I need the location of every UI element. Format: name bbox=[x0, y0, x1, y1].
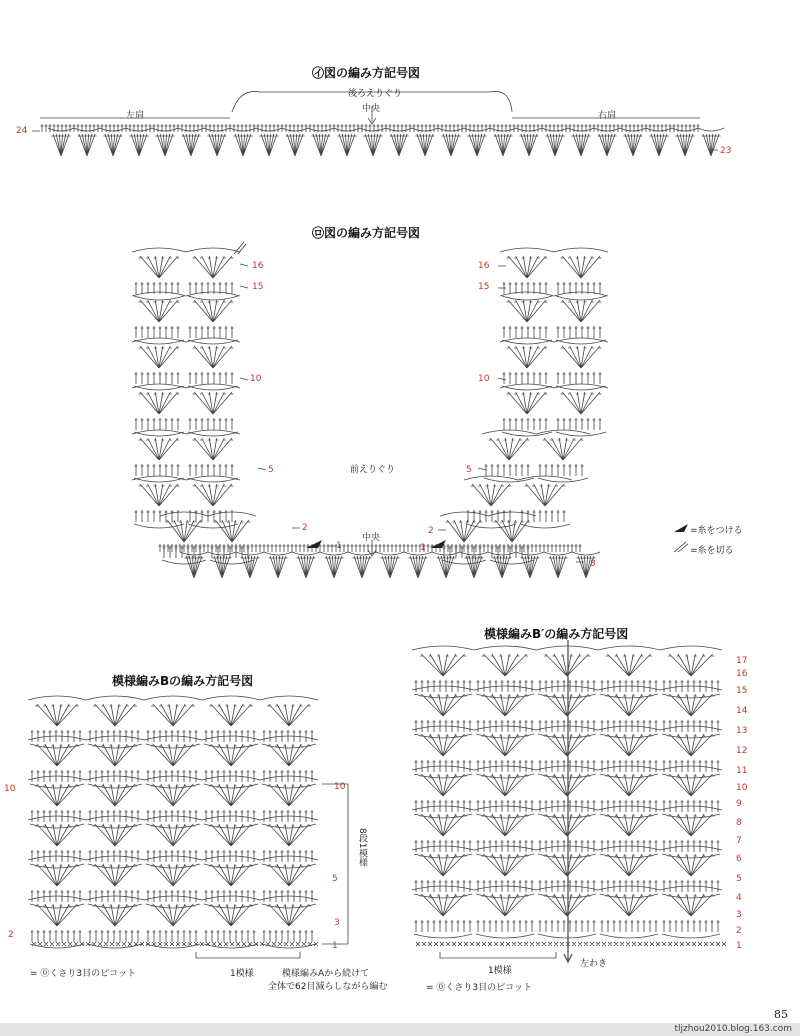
fan-stitch bbox=[668, 774, 714, 796]
center-label-b: 中央 bbox=[362, 533, 381, 543]
fan-stitch bbox=[420, 774, 466, 796]
chain-arc bbox=[598, 686, 660, 690]
pb-row-l2: 2 bbox=[8, 930, 14, 940]
fan-stitch bbox=[668, 654, 714, 676]
fan-stitch bbox=[544, 894, 590, 916]
chain-arc bbox=[474, 766, 536, 770]
pb2-side: 左わき bbox=[580, 959, 608, 969]
center-label-a: 中央 bbox=[362, 104, 381, 114]
pb-row-r1: 1 bbox=[332, 941, 338, 951]
fan-stitch bbox=[482, 734, 528, 756]
row-label-24: 24 bbox=[16, 126, 28, 136]
fan-stitch bbox=[668, 734, 714, 756]
fan-stitch bbox=[482, 774, 528, 796]
chain-arc bbox=[474, 726, 536, 730]
row-label-l1: 1 bbox=[336, 541, 342, 551]
fan-stitch bbox=[482, 654, 528, 676]
right-shoulder-label: 右肩 bbox=[598, 111, 617, 121]
pb2-row-label-10: 10 bbox=[736, 783, 748, 793]
fan-stitch bbox=[544, 814, 590, 836]
fan-stitch bbox=[420, 894, 466, 916]
chain-arc bbox=[660, 646, 722, 650]
pattern-b-title: 模様編みBの編み方記号図 bbox=[112, 674, 254, 688]
fan-stitch bbox=[606, 774, 652, 796]
pb2-row-label-16: 16 bbox=[736, 669, 748, 679]
chain-arc bbox=[660, 886, 722, 890]
footer-bar bbox=[0, 1023, 800, 1036]
fan-stitch bbox=[668, 854, 714, 876]
row-label-l2: 2 bbox=[302, 523, 308, 533]
footer-url: tljzhou2010.blog.163.com bbox=[674, 1024, 792, 1034]
fan-stitch bbox=[544, 854, 590, 876]
row-label-23: 23 bbox=[720, 146, 732, 156]
pb-repeat-rows: 8段1模様 bbox=[357, 828, 367, 867]
legend-attach: =糸をつける bbox=[690, 526, 743, 536]
chain-arc bbox=[412, 726, 474, 730]
pb2-row-label-14: 14 bbox=[736, 706, 748, 716]
row-label-r15: 15 bbox=[478, 282, 490, 292]
fan-stitch bbox=[420, 734, 466, 756]
pb2-one-repeat: 1模様 bbox=[488, 966, 512, 976]
chain-arc bbox=[474, 886, 536, 890]
chain-arc bbox=[598, 726, 660, 730]
post-row bbox=[477, 920, 534, 932]
chain-arc bbox=[660, 806, 722, 810]
fan-stitch bbox=[544, 654, 590, 676]
pattern-b2-stitches bbox=[412, 646, 726, 946]
chain-arc bbox=[598, 646, 660, 650]
fan-stitch bbox=[668, 894, 714, 916]
fan-stitch bbox=[606, 814, 652, 836]
row-label-r10: 10 bbox=[478, 374, 490, 384]
row-label-r16: 16 bbox=[478, 261, 490, 271]
chain-arc bbox=[474, 686, 536, 690]
pb2-row-label-4: 4 bbox=[736, 893, 742, 903]
pb-row-r3: 3 bbox=[334, 918, 340, 928]
row-label-l5: 5 bbox=[268, 465, 274, 475]
chain-arc bbox=[536, 886, 598, 890]
chain-arc bbox=[660, 686, 722, 690]
chain-arc bbox=[536, 646, 598, 650]
pb2-picot-note: = ⓪くさり3目のピコット bbox=[426, 983, 532, 993]
row-label-l10: 10 bbox=[250, 374, 262, 384]
pb2-one-repeat-bracket bbox=[440, 952, 556, 958]
chain-arc bbox=[536, 766, 598, 770]
chain-arc bbox=[662, 934, 720, 938]
post-row bbox=[663, 920, 720, 932]
row-label-r1: 1 bbox=[420, 543, 426, 553]
chain-arc bbox=[536, 846, 598, 850]
pb2-row-label-13: 13 bbox=[736, 726, 748, 736]
fan-stitch bbox=[420, 814, 466, 836]
pb-one-repeat: 1模様 bbox=[230, 969, 254, 979]
post-row bbox=[601, 920, 658, 932]
fan-stitch bbox=[544, 734, 590, 756]
pb-row-l10: 10 bbox=[4, 784, 16, 794]
diagram-b-title: ㋺図の編み方記号図 bbox=[312, 226, 421, 240]
pattern-b2-title: 模様編みB′の編み方記号図 bbox=[484, 627, 629, 641]
chain-arc bbox=[412, 806, 474, 810]
pb2-row-label-2: 2 bbox=[736, 926, 742, 936]
left-shoulder-label: 左肩 bbox=[126, 111, 145, 121]
fan-stitch bbox=[482, 814, 528, 836]
pb2-row-label-12: 12 bbox=[736, 746, 748, 756]
fan-stitch bbox=[482, 854, 528, 876]
chain-arc bbox=[412, 686, 474, 690]
legend-cut: =糸を切る bbox=[690, 546, 734, 556]
front-neck-label: 前えりぐり bbox=[350, 465, 396, 475]
row-label-r2: 2 bbox=[428, 526, 434, 536]
chain-arc bbox=[598, 846, 660, 850]
chain-arc bbox=[536, 806, 598, 810]
row-label-l16: 16 bbox=[252, 261, 264, 271]
chain-arc bbox=[598, 806, 660, 810]
pb2-row-label-8: 8 bbox=[736, 818, 742, 828]
chain-arc bbox=[412, 886, 474, 890]
chain-arc bbox=[536, 686, 598, 690]
single-crochet-row bbox=[416, 942, 726, 946]
pb2-row-label-9: 9 bbox=[736, 799, 742, 809]
pb2-row-label-5: 5 bbox=[736, 874, 742, 884]
fan-stitch bbox=[668, 814, 714, 836]
fan-stitch bbox=[544, 774, 590, 796]
chain-arc bbox=[412, 766, 474, 770]
back-neck-label: 後ろえりぐり bbox=[348, 89, 403, 99]
fan-stitch bbox=[606, 654, 652, 676]
pb2-row-label-7: 7 bbox=[736, 836, 742, 846]
pb-row-r10: 10 bbox=[334, 782, 346, 792]
chain-arc bbox=[412, 646, 474, 650]
pb-row-r5: 5 bbox=[332, 874, 338, 884]
chain-arc bbox=[660, 846, 722, 850]
fan-stitch bbox=[482, 894, 528, 916]
chain-arc bbox=[474, 846, 536, 850]
fan-stitch bbox=[420, 694, 466, 716]
row-label-l15: 15 bbox=[252, 282, 264, 292]
chain-arc bbox=[536, 726, 598, 730]
fan-stitch bbox=[606, 894, 652, 916]
chain-arc bbox=[600, 934, 658, 938]
pb-continue-2: 全体で62目減らしながら編む bbox=[268, 982, 388, 992]
chain-arc bbox=[598, 766, 660, 770]
chain-arc bbox=[660, 726, 722, 730]
chain-arc bbox=[598, 886, 660, 890]
post-row bbox=[415, 920, 472, 932]
row-label-r8: 8 bbox=[590, 559, 596, 569]
pb2-row-label-11: 11 bbox=[736, 766, 748, 776]
chain-arc bbox=[660, 766, 722, 770]
fan-stitch bbox=[606, 854, 652, 876]
chain-arc bbox=[476, 934, 534, 938]
diagram-a-title: ㋑図の編み方記号図 bbox=[312, 66, 421, 80]
chain-arc bbox=[414, 934, 472, 938]
pb2-row-label-1: 1 bbox=[736, 941, 742, 951]
chain-arc bbox=[474, 646, 536, 650]
fan-stitch bbox=[606, 694, 652, 716]
pb2-row-label-17: 17 bbox=[736, 656, 748, 666]
fan-stitch bbox=[420, 854, 466, 876]
page-number: 85 bbox=[774, 1008, 788, 1021]
post-row bbox=[539, 920, 596, 932]
fan-stitch bbox=[544, 694, 590, 716]
chain-arc bbox=[538, 934, 596, 938]
fan-stitch bbox=[668, 694, 714, 716]
fan-stitch bbox=[606, 734, 652, 756]
pb2-row-label-6: 6 bbox=[736, 854, 742, 864]
fan-stitch bbox=[482, 694, 528, 716]
pb-picot-note: = ⓪くさり3目のピコット bbox=[30, 969, 136, 979]
pb2-row-label-15: 15 bbox=[736, 686, 748, 696]
chain-arc bbox=[474, 806, 536, 810]
row-label-r5: 5 bbox=[466, 465, 472, 475]
fan-stitch bbox=[420, 654, 466, 676]
pb-continue-1: 模様編みAから続けて bbox=[282, 969, 370, 979]
chain-arc bbox=[412, 846, 474, 850]
pb2-row-label-3: 3 bbox=[736, 910, 742, 920]
